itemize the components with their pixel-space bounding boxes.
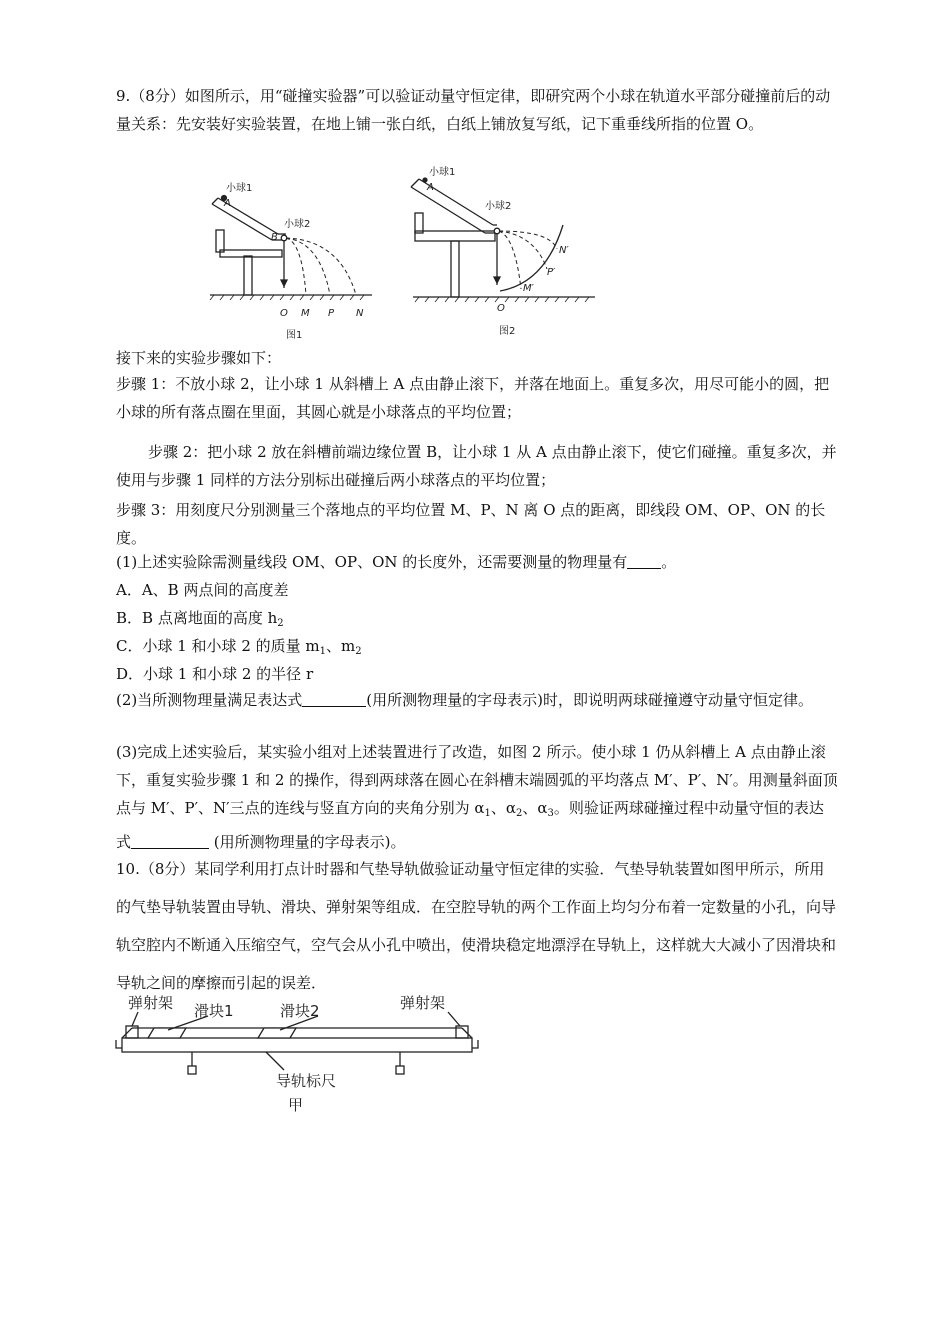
- alpha-sub-2: 2: [515, 808, 523, 819]
- answer-blank-1[interactable]: [627, 550, 661, 569]
- option-c-mid: 、m: [326, 637, 356, 655]
- option-c-text: C．小球 1 和小球 2 的质量 m: [116, 637, 320, 655]
- fig2-point-n-prime: N′: [559, 245, 569, 256]
- alpha-sub-3: 3: [547, 808, 554, 819]
- option-c-sub-1: 1: [319, 646, 327, 657]
- option-c-sub-2: 2: [355, 646, 362, 657]
- question-2-text-a: (2)当所测物理量满足表达式: [116, 691, 303, 709]
- answer-blank-2[interactable]: [302, 688, 366, 707]
- fig1-point-o: O: [280, 308, 288, 319]
- alpha-sep-1: 、α: [490, 799, 516, 817]
- option-a: A．A、B 两点间的高度差: [116, 581, 289, 599]
- q10-intro: 10.（8分）某同学利用打点计时器和气垫导轨做验证动量守恒定律的实验．气垫导轨装置如图甲所示，所用的气垫导轨装置由导轨、滑块、弹射架等组成．在空腔导轨的两个工作面上均匀分布着一定数量的小孔，向导轨空腔内不断通入压缩空气，空气会从小孔中喷出，使滑块稳定地漂浮在导轨上，这样就大大减小了因滑块和导轨之间的摩擦而引起的误差．: [116, 860, 837, 992]
- q9-intro: 9.（8分）如图所示，用“碰撞实验器”可以验证动量守恒定律，即研究两个小球在轨道水平部分碰撞前后的动量关系：先安装好实验装置，在地上铺一张白纸，白纸上铺放复写纸，记下重垂线所指的位置 O。: [116, 87, 831, 133]
- fig1-point-n: N: [356, 308, 364, 319]
- label-launcher-right: 弹射架: [400, 994, 446, 1012]
- alpha-sub-1: 1: [484, 808, 491, 819]
- answer-blank-3[interactable]: [131, 830, 209, 849]
- fig2-caption: 图2: [499, 326, 516, 337]
- option-b-text: B．B 点离地面的高度 h: [116, 609, 278, 627]
- question-1-end: 。: [661, 553, 677, 571]
- question-3-text-c: (用所测物理量的字母表示)。: [209, 833, 406, 851]
- figure-caption-jia: 甲: [288, 1096, 304, 1114]
- step-2: 步骤 2：把小球 2 放在斜槽前端边缘位置 B，让小球 1 从 A 点由静止滚下，使它们碰撞。重复多次，并使用与步骤 1 同样的方法分别标出碰撞后两小球落点的平均位置；: [116, 443, 837, 489]
- label-slider-1: 滑块1: [194, 1002, 234, 1020]
- fig2-point-m-prime: M′: [523, 283, 534, 294]
- question-3-text-a: (3)完成上述实验后，某实验小组对上述装置进行了改造，如图 2 所示。使小球 1 仍从斜槽上 A 点由静止滚下，重复实验步骤 1 和 2 的操作，得到两球落在圆心在斜槽末端圆弧的平均落点 M′、P′、N′。用测量斜面顶点与 M′、P′、N′三点的连线与竖直方向的夹角分别为 α: [116, 743, 838, 817]
- figure-1: [200, 178, 380, 343]
- fig2-point-p-prime: P′: [547, 267, 556, 278]
- fig2-ball2-label: 小球2: [485, 201, 512, 212]
- steps-intro: 接下来的实验步骤如下：: [116, 349, 282, 367]
- fig2-point-a: A: [427, 182, 434, 193]
- fig1-caption: 图1: [286, 330, 303, 341]
- fig1-point-p: P: [328, 308, 335, 319]
- step-1: 步骤 1：不放小球 2，让小球 1 从斜槽上 A 点由静止滚下，并落在地面上。重复多次，用尽可能小的圆，把小球的所有落点圈在里面，其圆心就是小球落点的平均位置；: [116, 375, 830, 421]
- alpha-sep-2: 、α: [522, 799, 548, 817]
- question-3: [116, 738, 838, 856]
- figure-air-track: [108, 990, 488, 1120]
- figure-2: [405, 165, 605, 343]
- option-d: D．小球 1 和小球 2 的半径 r: [116, 665, 314, 683]
- step-3: 步骤 3：用刻度尺分别测量三个落地点的平均位置 M、P、N 离 O 点的距离，即线段 OM、OP、ON 的长度。: [116, 501, 826, 547]
- fig1-point-a: A: [224, 198, 231, 209]
- fig1-point-m: M: [301, 308, 310, 319]
- question-1-text: (1)上述实验除需测量线段 OM、OP、ON 的长度外，还需要测量的物理量有: [116, 553, 628, 571]
- fig1-ball1-label: 小球1: [226, 183, 253, 194]
- question-3-text-b: 。则验证两球碰撞过程中动量守恒的表达式: [116, 799, 824, 851]
- question-1: [116, 548, 838, 576]
- fig2-point-o: O: [497, 303, 505, 314]
- option-b-sub: 2: [277, 618, 284, 629]
- question-2-text-b: (用所测物理量的字母表示)时，即说明两球碰撞遵守动量守恒定律。: [366, 691, 813, 709]
- label-slider-2: 滑块2: [280, 1002, 320, 1020]
- label-ruler: 导轨标尺: [276, 1072, 337, 1090]
- fig1-point-b: B: [271, 232, 278, 243]
- label-launcher-left: 弹射架: [128, 994, 174, 1012]
- fig1-ball2-label: 小球2: [284, 219, 311, 230]
- fig2-ball1-label: 小球1: [429, 167, 456, 178]
- question-2: [116, 686, 838, 714]
